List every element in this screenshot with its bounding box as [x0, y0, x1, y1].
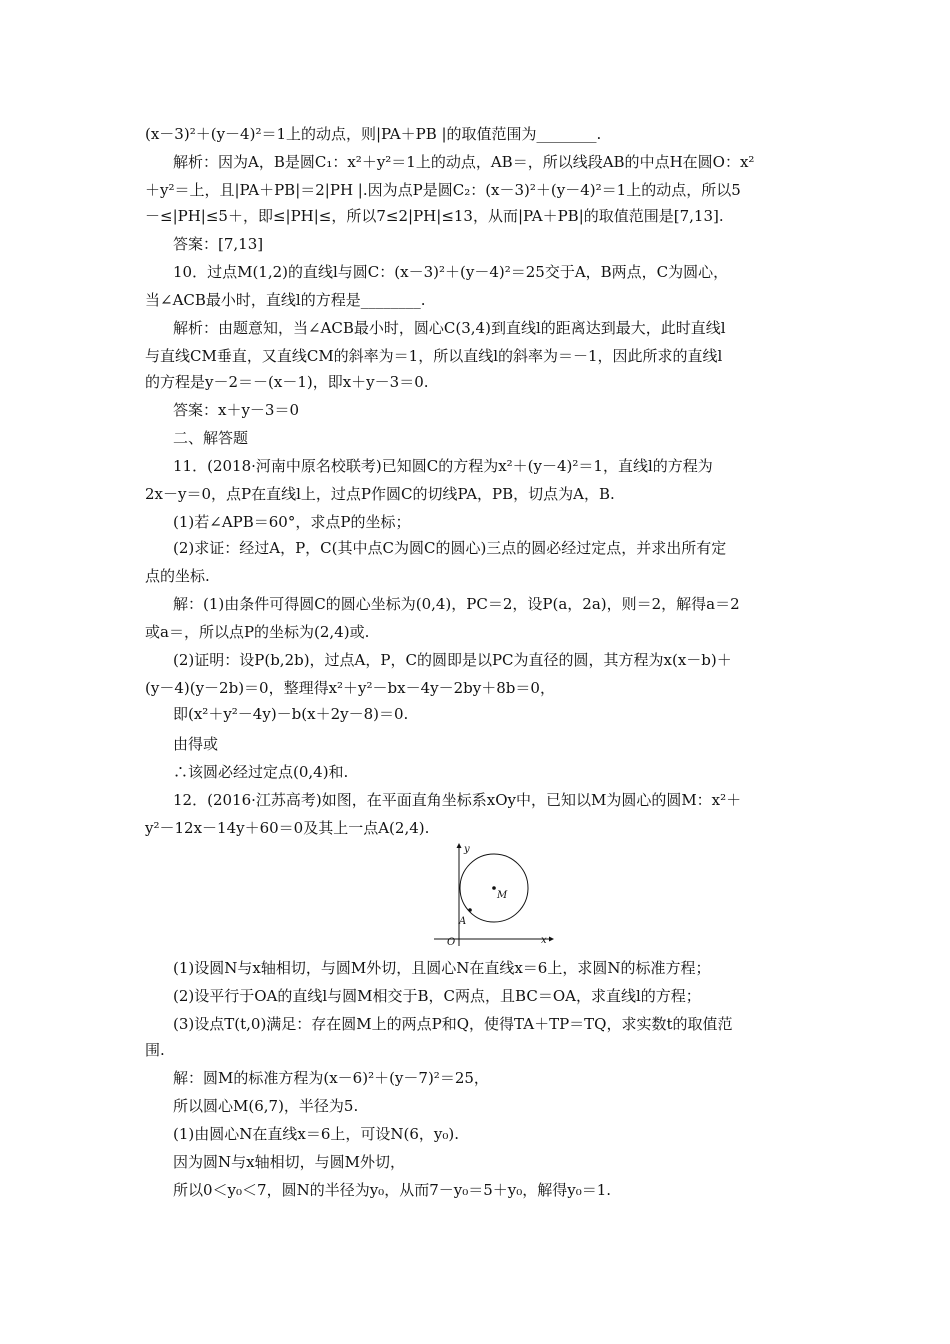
x-axis-label: x	[541, 935, 547, 946]
text-line: 解析：因为A，B是圆C₁：x²＋y²＝1上的动点，AB＝，所以线段AB的中点H在圆O：x²	[173, 153, 755, 171]
text-line: 由得或	[173, 735, 219, 753]
x-axis-arrow	[549, 937, 554, 942]
text-line: 或a＝，所以点P的坐标为(2,4)或.	[145, 623, 370, 641]
text-line: 当∠ACB最小时，直线l的方程是________.	[145, 291, 426, 309]
text-line: 2x－y＝0，点P在直线l上，过点P作圆C的切线PA，PB，切点为A，B.	[145, 485, 615, 503]
text-line: 解：(1)由条件可得圆C的圆心坐标为(0,4)，PC＝2，设P(a，2a)，则＝2，解得a＝2	[173, 595, 740, 613]
y-axis-arrow	[457, 843, 462, 848]
point-a-label: A	[459, 916, 467, 927]
y-axis-label: y	[464, 844, 470, 855]
text-line: 与直线CM垂直，又直线CM的斜率为＝1，所以直线l的斜率为＝－1，因此所求的直线l	[145, 347, 723, 365]
text-line: 答案：[7,13]	[173, 235, 264, 253]
text-line: (2)设平行于OA的直线l与圆M相交于B，C两点，且BC＝OA，求直线l的方程；	[173, 987, 701, 1005]
section-heading: 二、解答题	[173, 429, 249, 447]
text-line: (2)证明：设P(b,2b)，过点A，P，C的圆即是以PC为直径的圆，其方程为x(x－b)＋	[173, 651, 732, 669]
text-line: 解：圆M的标准方程为(x－6)²＋(y－7)²＝25，	[173, 1069, 489, 1087]
center-m-label: M	[497, 890, 508, 901]
text-line: (1)若∠APB＝60°，求点P的坐标；	[173, 513, 411, 531]
text-line: 的方程是y－2＝－(x－1)，即x＋y－3＝0.	[145, 373, 429, 391]
text-line: 围.	[145, 1041, 165, 1059]
text-line: 11．(2018·河南中原名校联考)已知圆C的方程为x²＋(y－4)²＝1，直线l的方程为	[173, 457, 713, 475]
text-line: (x－3)²＋(y－4)²＝1上的动点，则|PA＋PB |的取值范围为________.	[145, 125, 602, 143]
text-line: (2)求证：经过A，P，C(其中点C为圆C的圆心)三点的圆必经过定点，并求出所有定	[173, 539, 727, 557]
text-line: 所以圆心M(6,7)，半径为5.	[173, 1097, 359, 1115]
text-line: ∴该圆必经过定点(0,4)和.	[173, 763, 349, 781]
text-line: 解析：由题意知，当∠ACB最小时，圆心C(3,4)到直线l的距离达到最大，此时直线l	[173, 319, 726, 337]
text-line: (1)由圆心N在直线x＝6上，可设N(6，y₀).	[173, 1125, 460, 1143]
text-line: －≤|PH|≤5＋，即≤|PH|≤，所以7≤2|PH|≤13，从而|PA＋PB|的取值范围是[7,13].	[145, 207, 724, 225]
text-line: 12．(2016·江苏高考)如图，在平面直角坐标系xOy中，已知以M为圆心的圆M：x²＋	[173, 791, 742, 809]
origin-label: O	[447, 937, 456, 946]
text-line: (y－4)(y－2b)＝0，整理得x²＋y²－bx－4y－2by＋8b＝0，	[145, 679, 555, 697]
center-m-dot	[492, 886, 496, 890]
text-line: 所以0＜y₀＜7，圆N的半径为y₀，从而7－y₀＝5＋y₀，解得y₀＝1.	[173, 1181, 612, 1199]
text-line: 即(x²＋y²－4y)－b(x＋2y－8)＝0.	[173, 705, 409, 723]
text-line: 答案：x＋y－3＝0	[173, 401, 300, 419]
text-line: (1)设圆N与x轴相切，与圆M外切，且圆心N在直线x＝6上，求圆N的标准方程；	[173, 959, 711, 977]
text-line: y²－12x－14y＋60＝0及其上一点A(2,4).	[145, 819, 430, 837]
text-line: (3)设点T(t,0)满足：存在圆M上的两点P和Q，使得TA＋TP＝TQ，求实数t的取值范	[173, 1015, 733, 1033]
point-a-dot	[468, 908, 472, 912]
text-line: 因为圆N与x轴相切，与圆M外切，	[173, 1153, 405, 1171]
text-line: ＋y²＝上，且|PA＋PB|＝2|PH |.因为点P是圆C₂：(x－3)²＋(y－4)²＝1上的动点，所以5	[145, 181, 741, 199]
circle-figure	[432, 842, 554, 946]
text-line: 10．过点M(1,2)的直线l与圆C：(x－3)²＋(y－4)²＝25交于A，B两点，C为圆心，	[173, 263, 729, 281]
text-line: 点的坐标.	[145, 567, 210, 585]
